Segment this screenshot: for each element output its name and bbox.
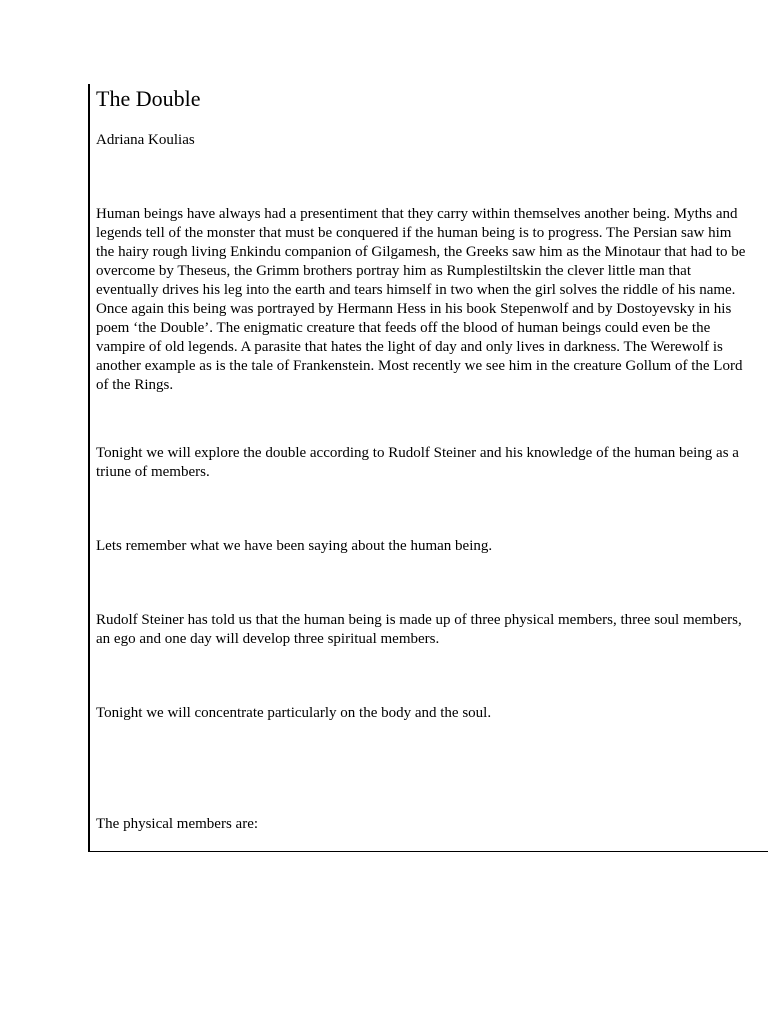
paragraph-line: eventually drives his leg into the earth and tears himself in two when the girl solves the riddle of his name. — [96, 282, 736, 298]
paragraph-concentrate — [96, 704, 491, 723]
paragraph-physical — [96, 815, 258, 834]
paragraph-line: triune of members. — [96, 464, 210, 480]
paragraph-remember — [96, 537, 492, 556]
paragraph-line: Tonight we will explore the double according to Rudolf Steiner and his knowledge of the human being as a — [96, 445, 739, 461]
paragraph-line: Lets remember what we have been saying about the human being. — [96, 538, 493, 554]
paragraph-members — [96, 611, 742, 649]
paragraph-line: legends tell of the monster that must be conquered if the human being is to progress. The Persian saw him — [96, 225, 732, 241]
paragraph-line: Tonight we will concentrate particularly on the body and the soul. — [96, 705, 492, 721]
paragraph-explore — [96, 444, 739, 482]
paragraph-line: an ego and one day will develop three spiritual members. — [96, 631, 440, 647]
paragraph-line: overcome by Theseus, the Grimm brothers portray him as Rumplestiltskin the clever little man that — [96, 263, 692, 279]
paragraph-line: Once again this being was portrayed by Hermann Hess in his book Stepenwolf and by Dostoyevsky in his — [96, 301, 732, 317]
document-title: The Double — [96, 86, 201, 111]
paragraph-line: another example as is the tale of Frankenstein. Most recently we see him in the creature Gollum of the Lord — [96, 358, 743, 374]
paragraph-line: the hairy rough living Enkindu companion of Gilgamesh, the Greeks saw him as the Minotaur that had to be — [96, 244, 746, 260]
paragraph-line: poem ‘the Double’. The enigmatic creature that feeds off the blood of human beings could even be the — [96, 320, 711, 336]
paragraph-line: vampire of old legends. A parasite that hates the light of day and only lives in darkness. The Werewolf is — [96, 339, 723, 355]
paragraph-line: Human beings have always had a presentiment that they carry within themselves another being. Myths and — [96, 206, 738, 222]
document-author: Adriana Koulias — [96, 132, 195, 148]
paragraph-line: of the Rings. — [96, 377, 174, 393]
paragraph-intro — [96, 205, 745, 395]
paragraph-line: The physical members are: — [96, 816, 259, 832]
paragraph-line: Rudolf Steiner has told us that the human being is made up of three physical members, three soul members, — [96, 612, 742, 628]
